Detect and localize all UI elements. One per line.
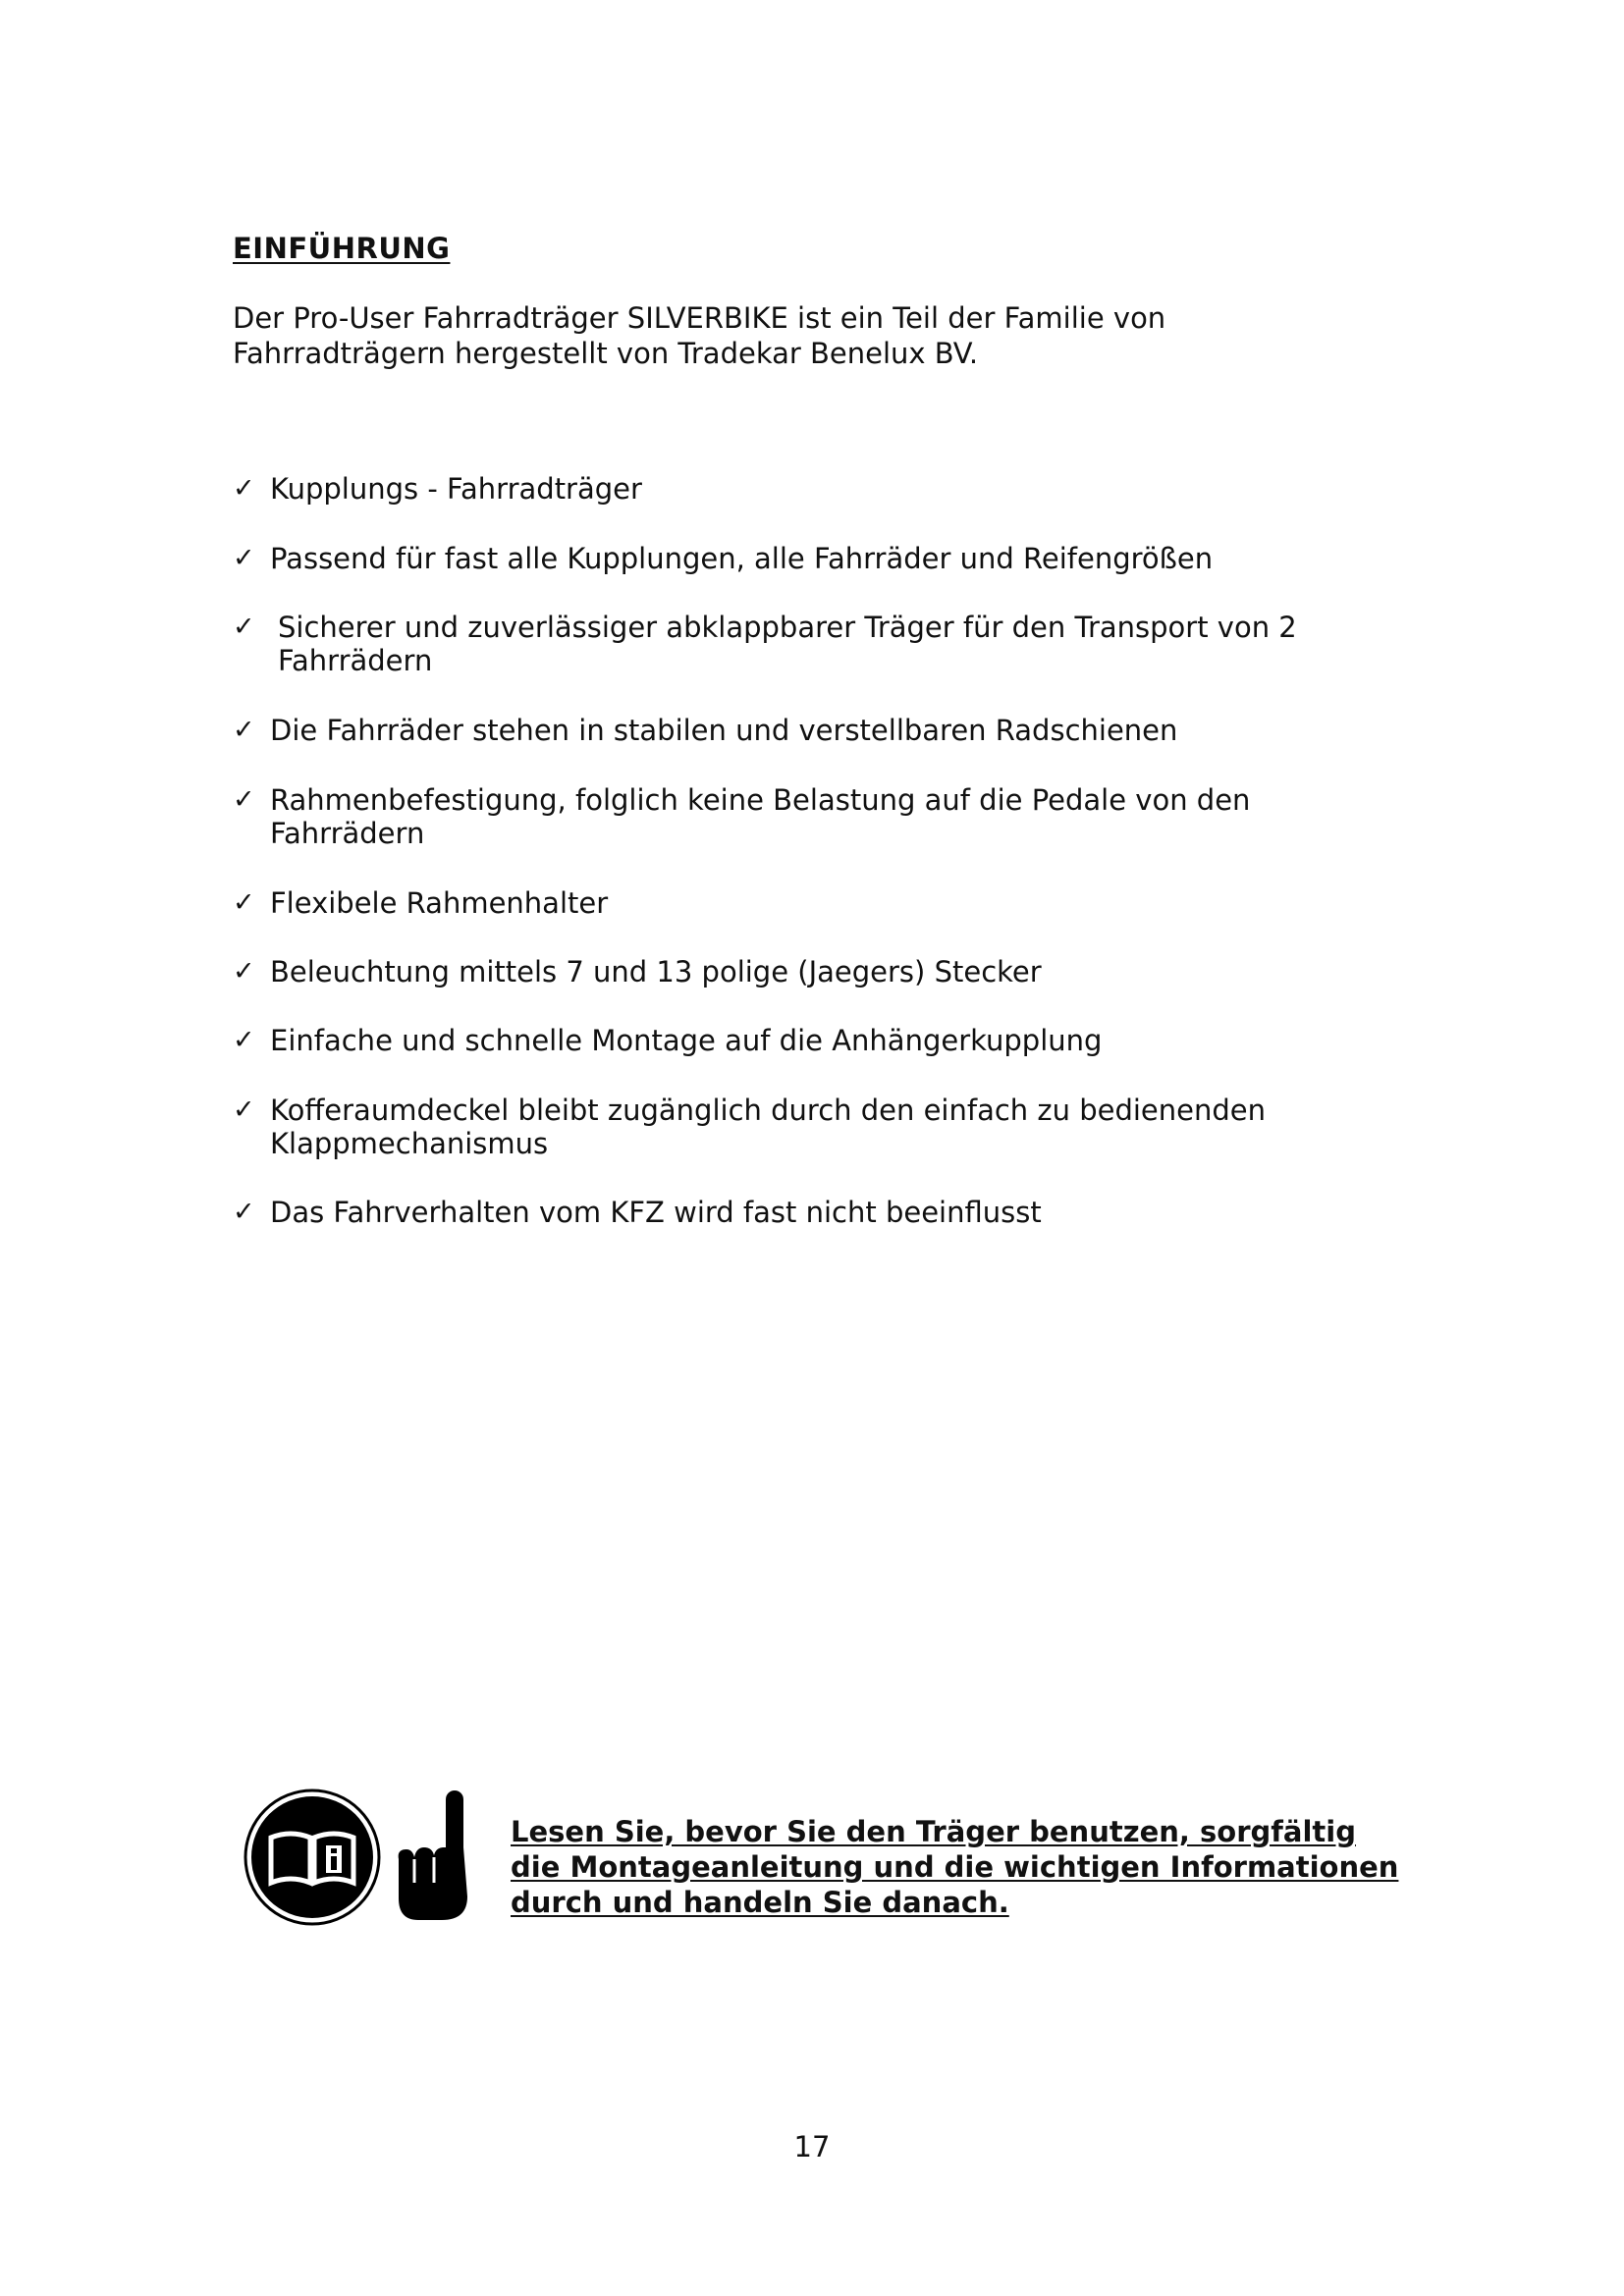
feature-item (233, 1196, 1362, 1229)
feature-item (233, 472, 1362, 506)
pointing-finger-icon (391, 1789, 471, 1926)
notice-text: Lesen Sie, bevor Sie den Träger benutzen, sorgfältig die Montageanleitung und die wichtigen Informationen durch und handeln Sie danach. (511, 1815, 1399, 1919)
checkmark-icon: ✓ (233, 473, 255, 504)
checkmark-icon: ✓ (233, 1197, 255, 1227)
checkmark-icon: ✓ (233, 956, 255, 987)
feature-text: Kupplungs - Fahrradträger (270, 472, 642, 506)
feature-item (233, 714, 1362, 747)
feature-text: Einfache und schnelle Montage auf die Anhängerkupplung (270, 1024, 1103, 1057)
section-heading: EINFÜHRUNG (233, 232, 451, 265)
feature-text: Flexibele Rahmenhalter (270, 886, 609, 920)
page-number: 17 (793, 2130, 831, 2163)
feature-item (233, 886, 1362, 920)
checkmark-icon: ✓ (233, 784, 255, 815)
feature-text: Passend für fast alle Kupplungen, alle Fahrräder und Reifengrößen (270, 542, 1214, 575)
checkmark-icon: ✓ (233, 1025, 255, 1055)
checkmark-icon: ✓ (233, 612, 255, 642)
checkmark-icon: ✓ (233, 543, 255, 573)
feature-text: Das Fahrverhalten vom KFZ wird fast nicht beeinflusst (270, 1196, 1042, 1229)
checkmark-icon: ✓ (233, 1095, 255, 1125)
feature-item (233, 955, 1362, 988)
intro-paragraph: Der Pro-User Fahrradträger SILVERBIKE ist ein Teil der Familie von Fahrradträgern hergestellt von Tradekar Benelux BV. (233, 301, 1166, 370)
feature-text: Beleuchtung mittels 7 und 13 polige (Jaegers) Stecker (270, 955, 1042, 988)
feature-item (233, 1024, 1362, 1057)
checkmark-icon: ✓ (233, 887, 255, 918)
feature-text: Die Fahrräder stehen in stabilen und verstellbaren Radschienen (270, 714, 1178, 747)
notice-box (244, 1789, 1422, 1936)
feature-text: Kofferaumdeckel bleibt zugänglich durch den einfach zu bedienenden Klappmechanismus (270, 1094, 1266, 1160)
checkmark-icon: ✓ (233, 715, 255, 745)
feature-item (233, 1094, 1313, 1160)
feature-item (233, 611, 1332, 677)
feature-text: Sicherer und zuverlässiger abklappbarer Träger für den Transport von 2 Fahrrädern (278, 611, 1297, 677)
feature-text: Rahmenbefestigung, folglich keine Belastung auf die Pedale von den Fahrrädern (270, 783, 1251, 850)
feature-item (233, 783, 1293, 850)
feature-item (233, 542, 1362, 575)
read-manual-icon (244, 1789, 381, 1926)
